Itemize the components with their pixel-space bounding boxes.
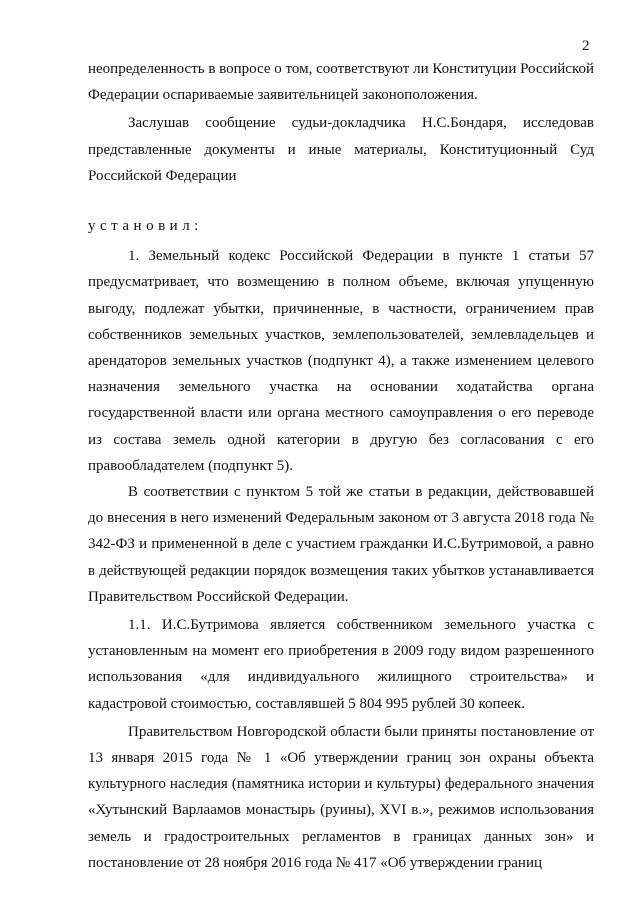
document-body bbox=[88, 56, 594, 876]
page-number: 2 bbox=[582, 38, 590, 54]
paragraph-4: В соответствии с пунктом 5 той же статьи в редакции, действовавшей до внесения в него изменений Федеральным законом от 3 августа 2018 года № 342-ФЗ и примененной в деле с участием гражданки И.С.Бутримовой, а равно в действующей редакции порядок возмещения таких убытков устанавливается Правительством Российской Федерации. bbox=[88, 484, 594, 605]
paragraph-6: Правительством Новгородской области были приняты постановление от 13 января 2015 года № 1 «Об утверждении границ зон охраны объекта культурного наследия (памятника истории и культуры) федерального значения «Хутынский Варлаамов монастырь (руины), XVI в.», режимов использования земель и градостроительных регламентов в границах данных зон» и постановление от 28 ноября 2016 года № 417 «Об утверждении границ bbox=[88, 723, 594, 871]
paragraph-1: неопределенность в вопросе о том, соответствуют ли Конституции Российской Федерации оспариваемые заявительницей законоположения. bbox=[88, 61, 595, 104]
paragraph-5: 1.1. И.С.Бутримова является собственником земельного участка с установленным на момент его приобретения в 2009 году видом разрешенного использования «для индивидуального жилищного строительства» и кадастровой стоимостью, составлявшей 5 804 995 рублей 30 копеек. bbox=[88, 617, 594, 712]
section-heading: установил: bbox=[88, 218, 203, 235]
paragraph-3: 1. Земельный кодекс Российской Федерации в пункте 1 статьи 57 предусматривает, что возмещению в полном объеме, включая упущенную выгоду, подлежат убытки, причиненные, в частности, ограничением прав собственников земельных участков, землепользователей, землевладельцев и арендаторов земельных участков (подпункт 4), а также изменением целевого назначения земельного участка на основании ходатайства органа государственной власти или органа местного самоуправления о его переводе из состава земель одной категории в другую без согласования с его правообладателем (подпункт 5). bbox=[88, 248, 594, 474]
paragraph-2: Заслушав сообщение судьи-докладчика Н.С.Бондаря, исследовав представленные документы и иные материалы, Конституционный Суд Российской Федерации bbox=[88, 115, 594, 184]
